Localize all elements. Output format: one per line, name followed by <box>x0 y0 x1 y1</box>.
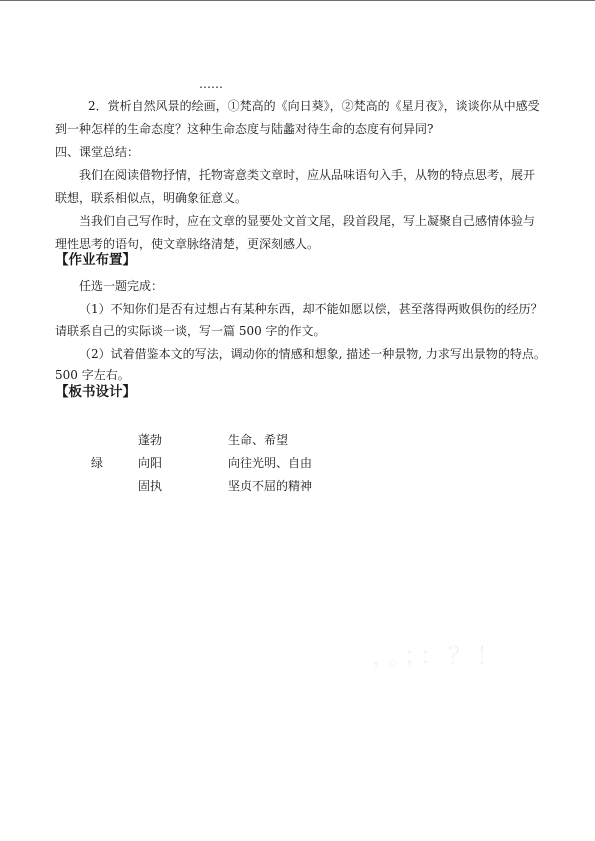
summary-heading: 四、课堂总结： <box>55 145 140 159</box>
board-row-left: 固执 <box>138 479 163 493</box>
board-heading: 【板书设计】 <box>55 384 136 400</box>
header-rule <box>0 0 595 1</box>
board-row-right: 生命、希望 <box>228 433 289 447</box>
summary-para-1-line-2: 联想，联系相似点，明确象征意义。 <box>55 191 248 205</box>
summary-para-1-line-1: 我们在阅读借物抒情，托物寄意类文章时，应从品味语句入手，从物的特点思考，展开 <box>79 168 536 182</box>
summary-para-2-line-1: 当我们自己写作时，应在文章的显要处文首文尾，段首段尾，写上凝聚自己感情体验与 <box>79 214 536 228</box>
board-row-left: 向阳 <box>138 456 163 470</box>
homework-item-1-line-1: （1）不知你们是否有过想占有某种东西，却不能如愿以偿，甚至落得两败俱伤的经历？ <box>79 302 543 316</box>
ellipsis: …… <box>199 77 223 91</box>
homework-item-2-line-1: （2）试着借鉴本文的写法，调动你的情感和想象, 描述一种景物, 力求写出景物的特点。 <box>79 347 546 361</box>
homework-item-2-line-2: 500 字左右。 <box>55 368 130 382</box>
board-row-left: 蓬勃 <box>138 433 163 447</box>
summary-para-2-line-2: 理性思考的语句，使文章脉络清楚，更深刻感人。 <box>55 237 320 251</box>
question-2-line-1: 2．赏析自然风景的绘画，①梵高的《向日葵》，②梵高的《星月夜》，谈谈你从中感受 <box>88 99 540 113</box>
question-2-line-2: 到一种怎样的生命态度？这种生命态度与陆蠡对待生命的态度有何异同? <box>55 122 434 136</box>
board-row-right: 坚贞不屈的精神 <box>228 479 313 493</box>
faint-watermark: ，。；：？！ <box>372 642 504 670</box>
homework-intro: 任选一题完成： <box>79 279 164 293</box>
homework-heading: 【作业布置】 <box>55 252 136 268</box>
board-center-word: 绿 <box>91 456 104 470</box>
homework-item-1-line-2: 请联系自己的实际谈一谈，写一篇 500 字的作文。 <box>55 324 326 338</box>
board-row-right: 向往光明、自由 <box>228 456 313 470</box>
